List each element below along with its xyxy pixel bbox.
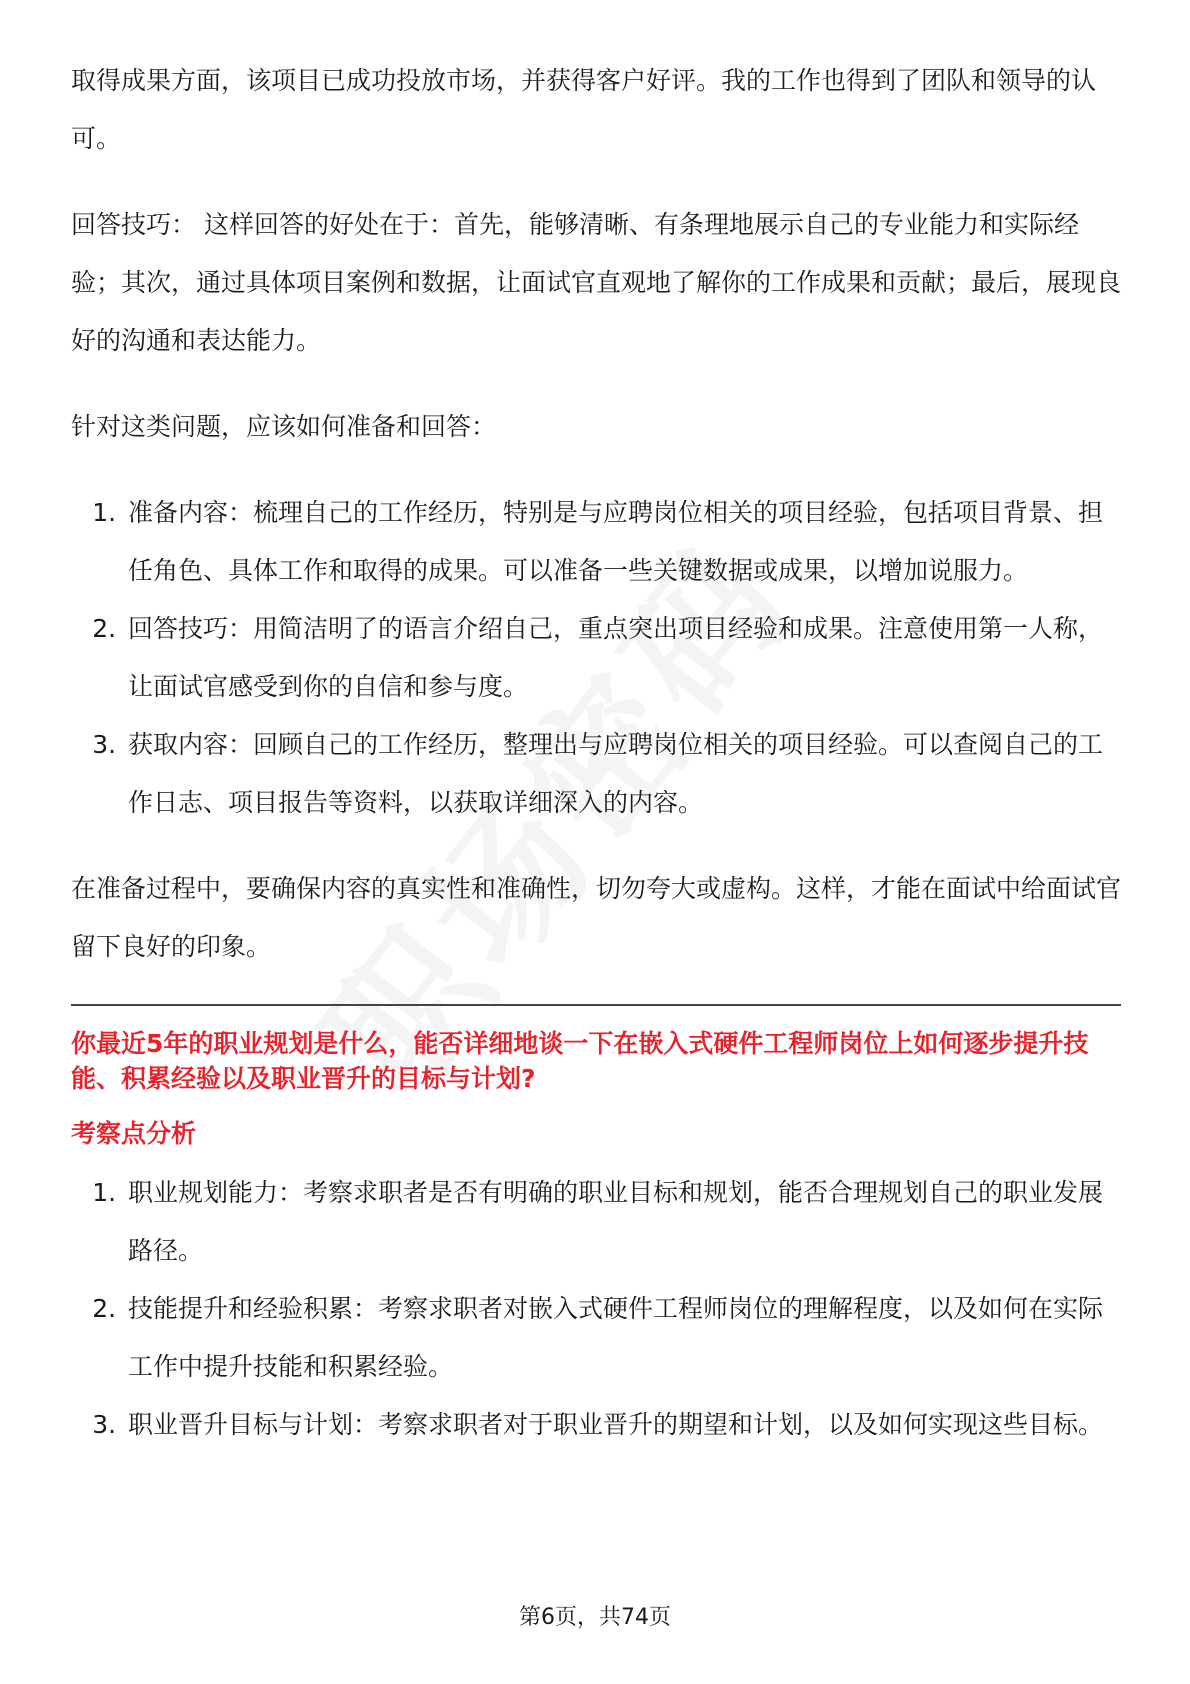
list-item: 1. 职业规划能力：考察求职者是否有明确的职业目标和规划，能否合理规划自己的职业发展路径。 — [124, 1164, 1121, 1280]
page-footer: 第6页，共74页 — [519, 1605, 671, 1630]
page-content — [71, 52, 1121, 1482]
section-divider — [71, 1004, 1121, 1006]
analysis-list — [71, 1164, 1121, 1454]
list-item: 2. 技能提升和经验积累：考察求职者对嵌入式硬件工程师岗位的理解程度，以及如何在实际工作中提升技能和积累经验。 — [124, 1280, 1121, 1396]
paragraph-results: 取得成果方面，该项目已成功投放市场，并获得客户好评。我的工作也得到了团队和领导的认可。 — [71, 66, 1097, 153]
list-item: 3. 获取内容：回顾自己的工作经历，整理出与应聘岗位相关的项目经验。可以查阅自己的工作日志、项目报告等资料，以获取详细深入的内容。 — [124, 716, 1121, 832]
list-item: 1. 准备内容：梳理自己的工作经历，特别是与应聘岗位相关的项目经验，包括项目背景、担任角色、具体工作和取得的成果。可以准备一些关键数据或成果，以增加说服力。 — [124, 484, 1121, 600]
list-item: 3. 职业晋升目标与计划：考察求职者对于职业晋升的期望和计划，以及如何实现这些目标。 — [124, 1396, 1121, 1454]
paragraph-how-to-prepare: 针对这类问题，应该如何准备和回答： — [71, 412, 497, 441]
list-item: 2. 回答技巧：用简洁明了的语言介绍自己，重点突出项目经验和成果。注意使用第一人称，让面试官感受到你的自信和参与度。 — [124, 600, 1121, 716]
paragraph-closing: 在准备过程中，要确保内容的真实性和准确性，切勿夸大或虚构。这样，才能在面试中给面试官留下良好的印象。 — [71, 874, 1122, 961]
question-heading: 你最近5年的职业规划是什么，能否详细地谈一下在嵌入式硬件工程师岗位上如何逐步提升技能、积累经验以及职业晋升的目标与计划? — [71, 1029, 1089, 1093]
prep-list — [71, 484, 1121, 832]
analysis-title: 考察点分析 — [71, 1119, 197, 1148]
paragraph-answer-tips: 回答技巧： 这样回答的好处在于：首先，能够清晰、有条理地展示自己的专业能力和实际经验；其次，通过具体项目案例和数据，让面试官直观地了解你的工作成果和贡献；最后，展现良好的沟通和表达能力。 — [71, 210, 1122, 355]
